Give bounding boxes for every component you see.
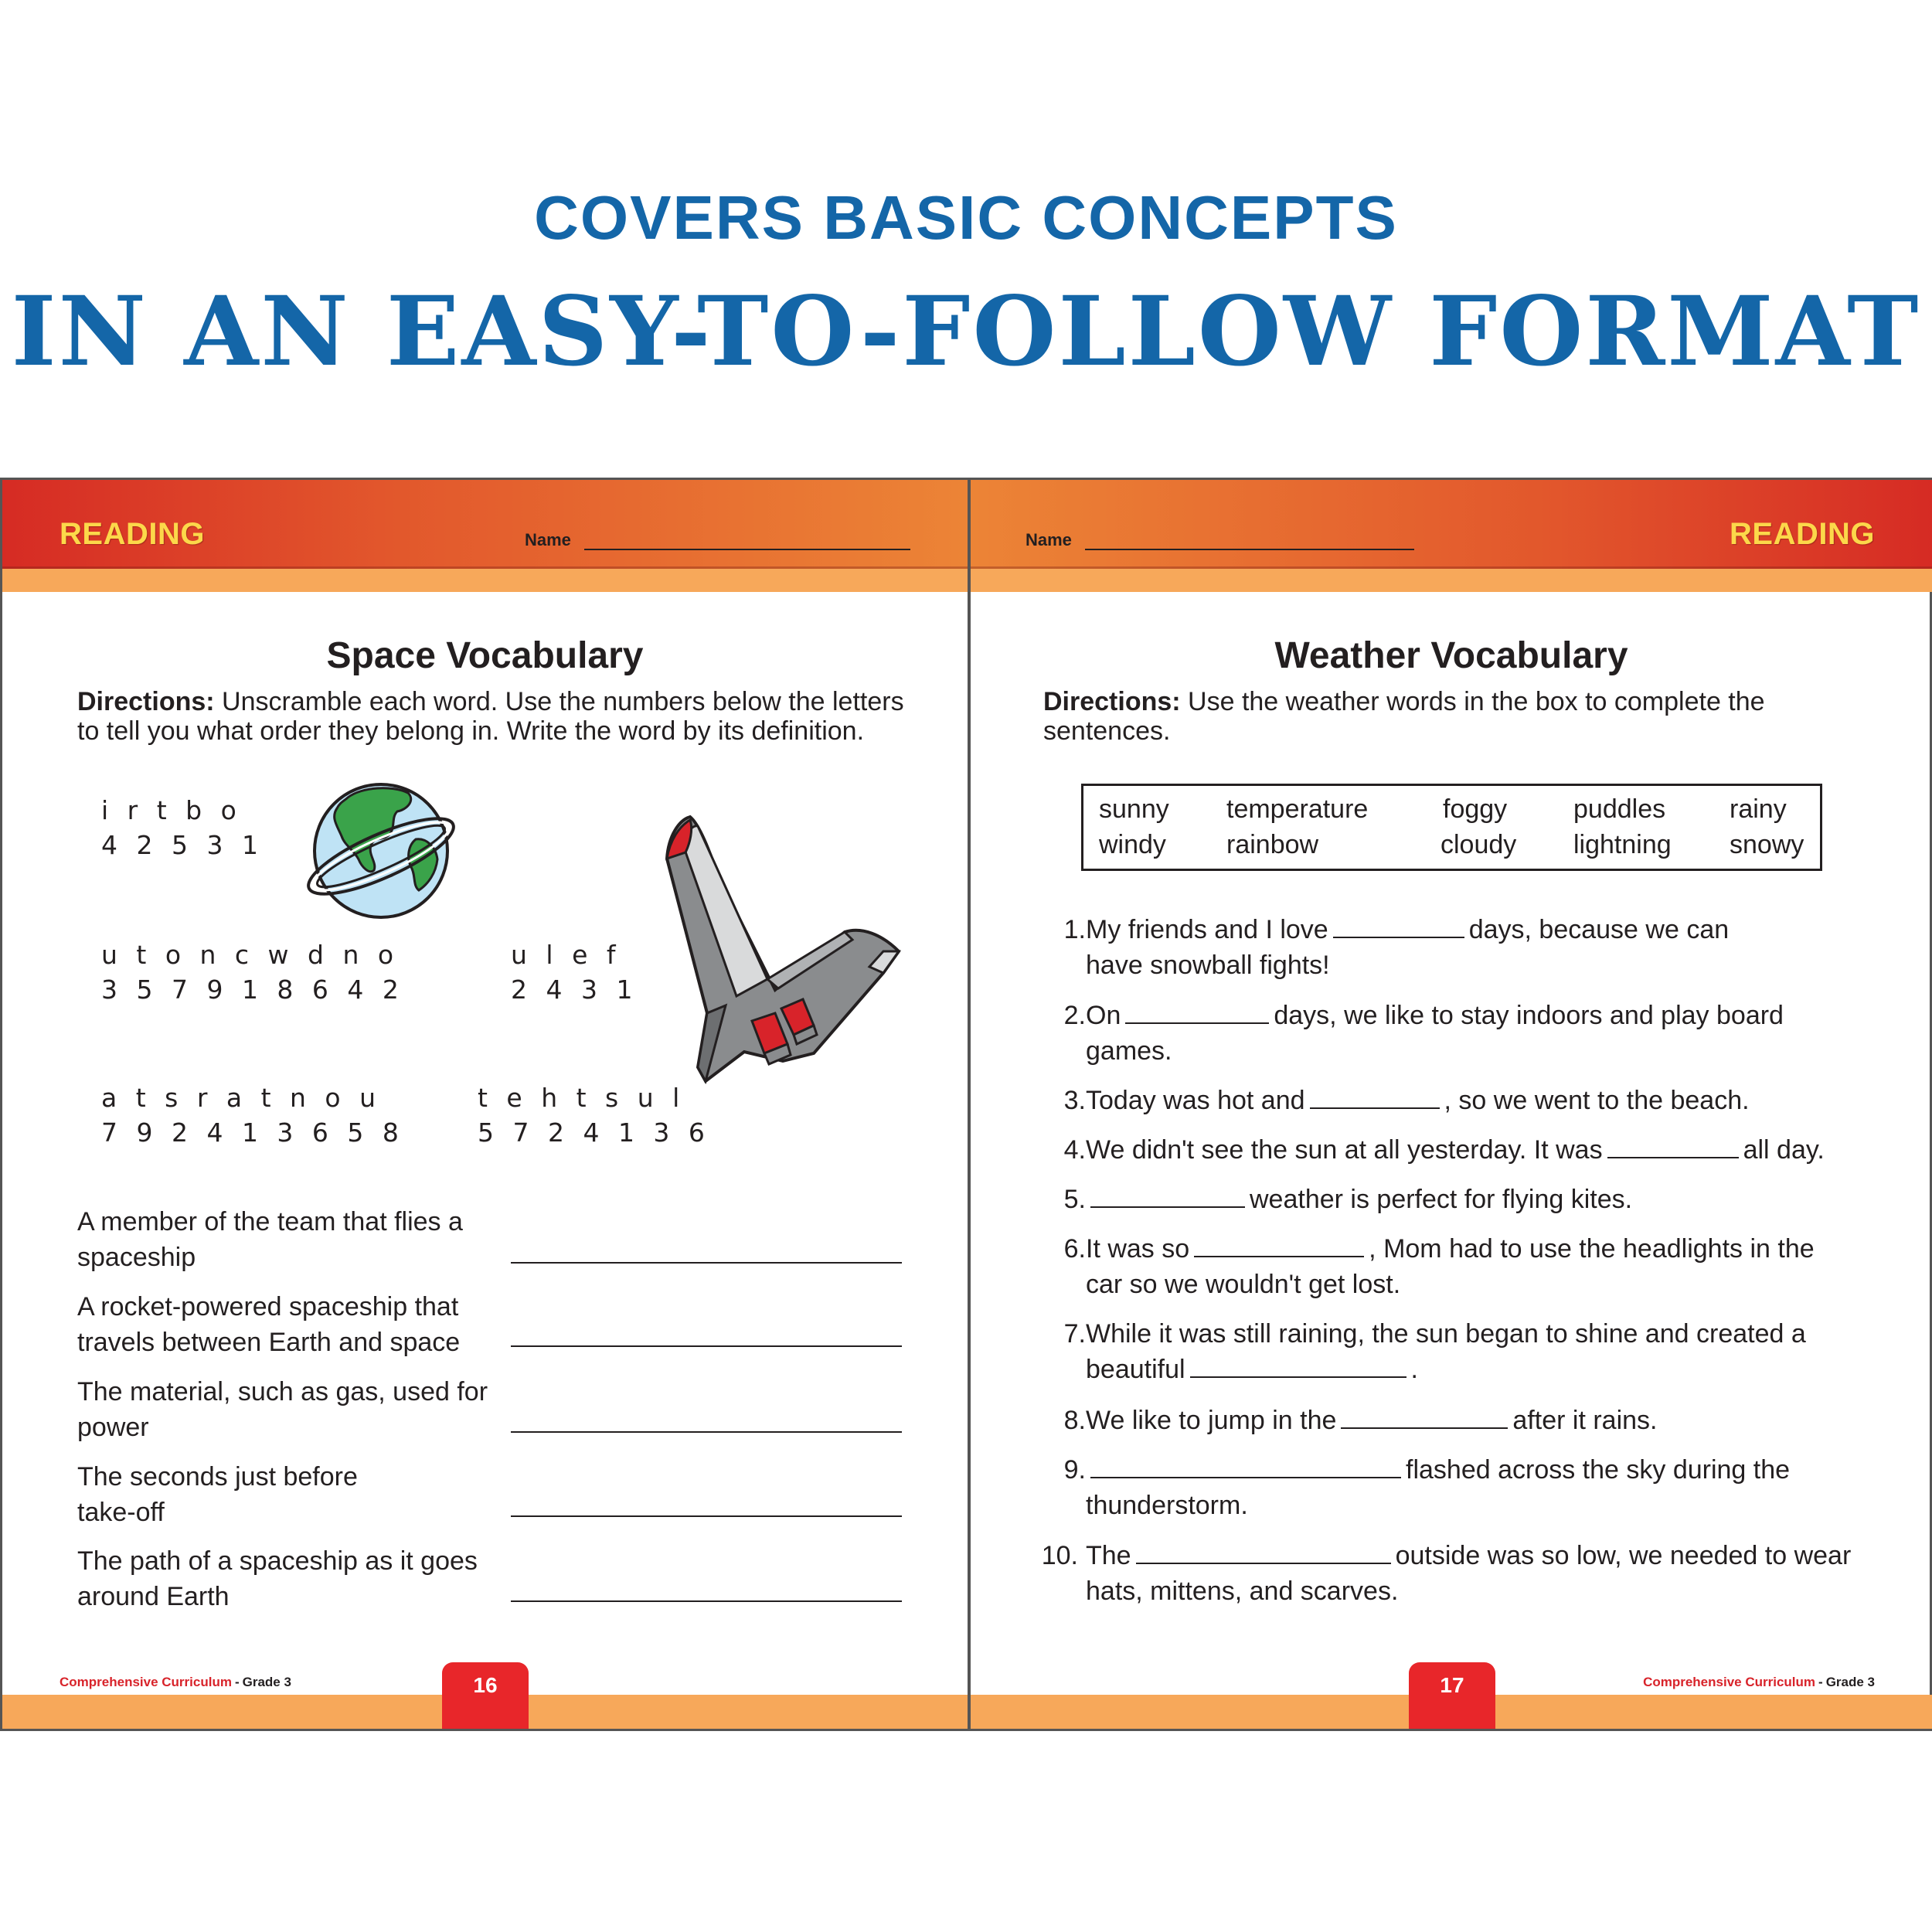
scramble-numbers: 3 5 7 9 1 8 6 4 2 [101, 975, 404, 1005]
question-text-before: We didn't see the sun at all yesterday. It was [1086, 1135, 1603, 1165]
word-bank-item: rainbow [1226, 830, 1319, 859]
answer-blank[interactable] [1607, 1132, 1739, 1158]
scramble-numbers: 4 2 5 3 1 [101, 830, 264, 860]
word-bank-item: sunny [1099, 794, 1169, 824]
definition-line: around Earth [77, 1582, 230, 1611]
definition-line: spaceship [77, 1243, 196, 1272]
question-number: 2. [1063, 1001, 1086, 1030]
name-label: Name [525, 530, 571, 549]
scramble-numbers: 2 4 3 1 [511, 975, 638, 1005]
directions-label: Directions: [77, 687, 215, 716]
question-number: 4. [1063, 1135, 1086, 1165]
answer-blank[interactable] [1125, 998, 1269, 1024]
question-number: 1. [1063, 915, 1086, 944]
question-number: 7. [1063, 1319, 1086, 1349]
space-shuttle-icon [651, 789, 914, 1098]
question-text-after: after it rains. [1512, 1406, 1658, 1435]
question-number: 6. [1063, 1234, 1086, 1264]
answer-blank[interactable] [1136, 1538, 1391, 1564]
definition-line: The seconds just before [77, 1462, 358, 1492]
question-item [1086, 1182, 1632, 1217]
footer-credit [60, 1675, 291, 1690]
scramble-letters: a t s r a t n o u [101, 1083, 382, 1113]
question-text-end: . [1410, 1355, 1418, 1384]
footer-credit [1643, 1675, 1875, 1690]
scramble-letters: u t o n c w d n o [101, 940, 400, 970]
answer-line[interactable] [511, 1431, 902, 1433]
question-number: 9. [1063, 1455, 1086, 1485]
question-item [1086, 1083, 1750, 1118]
directions-text: Use the weather words in the box to complete the sentences. [1043, 687, 1765, 746]
left-page [2, 480, 968, 1729]
word-bank-item: cloudy [1440, 830, 1517, 859]
question-text-continued: have snowball fights! [1086, 951, 1330, 980]
header-stripe [2, 569, 968, 592]
question-text-after: outside was so low, we needed to wear [1395, 1541, 1852, 1570]
scramble-word-2 [101, 937, 404, 1007]
scramble-numbers: 7 9 2 4 1 3 6 5 8 [101, 1117, 404, 1148]
question-text-continued: beautiful [1086, 1355, 1185, 1384]
word-bank-item: puddles [1573, 794, 1666, 824]
question-text-continued: thunderstorm. [1086, 1491, 1248, 1520]
footer-separator: - [1818, 1675, 1823, 1689]
question-text-before: Today was hot and [1086, 1086, 1305, 1115]
word-bank-item: temperature [1226, 794, 1369, 824]
definition-line: A member of the team that flies a [77, 1207, 463, 1236]
subject-label: READING [1730, 517, 1875, 551]
definition-line: take-off [77, 1498, 165, 1527]
directions [77, 687, 912, 746]
question-text-after: all day. [1743, 1135, 1825, 1165]
question-number: 5. [1063, 1185, 1086, 1214]
page-title: Weather Vocabulary [1274, 635, 1628, 676]
question-number: 3. [1063, 1086, 1086, 1115]
definition-line: The material, such as gas, used for [77, 1377, 488, 1406]
answer-blank[interactable] [1090, 1452, 1401, 1478]
question-text-after: , Mom had to use the headlights in the [1369, 1234, 1815, 1264]
question-item [1086, 1231, 1815, 1302]
footer-brand: Comprehensive Curriculum [60, 1675, 232, 1689]
question-text-before: The [1086, 1541, 1131, 1570]
answer-line[interactable] [511, 1600, 902, 1602]
question-text-after: days, we like to stay indoors and play board [1274, 1001, 1784, 1030]
right-page [971, 480, 1932, 1729]
question-item [1086, 1538, 1851, 1609]
headline-line-1: COVERS BASIC CONCEPTS [534, 183, 1398, 252]
definition-item [77, 1289, 526, 1360]
scramble-letters: u l e f [511, 940, 621, 970]
page-title: Space Vocabulary [326, 635, 644, 676]
definition-line: A rocket-powered spaceship that [77, 1292, 459, 1321]
answer-blank[interactable] [1194, 1231, 1364, 1257]
name-label: Name [1026, 530, 1072, 549]
definition-line: The path of a spaceship as it goes [77, 1546, 478, 1576]
question-text-after: days, because we can [1468, 915, 1730, 944]
question-item [1086, 912, 1729, 983]
question-text-before: My friends and I love [1086, 915, 1328, 944]
question-item [1086, 1316, 1806, 1387]
directions [1043, 687, 1878, 746]
question-text-continued: games. [1086, 1036, 1172, 1066]
page-number: 16 [442, 1662, 529, 1729]
word-bank-item: lightning [1573, 830, 1672, 859]
question-text-before: We like to jump in the [1086, 1406, 1337, 1435]
header-stripe [971, 569, 1932, 592]
name-field-line[interactable] [1085, 549, 1414, 550]
scramble-word-4 [101, 1080, 404, 1150]
scramble-numbers: 5 7 2 4 1 3 6 [478, 1117, 710, 1148]
question-number: 10. [1041, 1541, 1078, 1570]
scramble-letters: i r t b o [101, 795, 242, 825]
definition-item [77, 1374, 526, 1445]
word-bank-item: foggy [1443, 794, 1508, 824]
word-bank-box [1081, 784, 1822, 871]
word-bank-item: snowy [1730, 830, 1804, 859]
answer-blank[interactable] [1090, 1182, 1245, 1208]
question-text-before: While it was still raining, the sun began to shine and created a [1086, 1319, 1806, 1349]
question-item [1086, 1132, 1825, 1168]
footer-brand: Comprehensive Curriculum [1643, 1675, 1816, 1689]
subject-label: READING [60, 517, 205, 551]
question-number: 8. [1063, 1406, 1086, 1435]
word-bank-item: windy [1099, 830, 1166, 859]
answer-line[interactable] [511, 1262, 902, 1264]
footer-separator: - [234, 1675, 240, 1689]
question-text-continued: hats, mittens, and scarves. [1086, 1577, 1399, 1606]
answer-blank[interactable] [1190, 1352, 1406, 1378]
answer-line[interactable] [511, 1515, 902, 1517]
directions-label: Directions: [1043, 687, 1181, 716]
workbook-spread [0, 478, 1932, 1731]
question-item [1086, 1403, 1658, 1438]
definition-item [77, 1543, 526, 1614]
question-text-after: , so we went to the beach. [1444, 1086, 1750, 1115]
question-item [1086, 1452, 1790, 1523]
definition-line: travels between Earth and space [77, 1328, 461, 1357]
question-text-continued: car so we wouldn't get lost. [1086, 1270, 1401, 1299]
name-field-line[interactable] [584, 549, 910, 550]
answer-blank[interactable] [1333, 912, 1464, 938]
question-item [1086, 998, 1784, 1069]
scramble-word-1 [101, 793, 264, 862]
definition-line: power [77, 1413, 149, 1442]
definition-item [77, 1204, 526, 1275]
scramble-word-3 [511, 937, 638, 1007]
answer-blank[interactable] [1341, 1403, 1508, 1429]
footer-grade: Grade 3 [1825, 1675, 1875, 1689]
definition-item [77, 1459, 526, 1530]
footer-grade: Grade 3 [242, 1675, 291, 1689]
question-text-after: weather is perfect for flying kites. [1250, 1185, 1633, 1214]
question-text-after: flashed across the sky during the [1406, 1455, 1791, 1485]
question-text-before: On [1086, 1001, 1121, 1030]
page-number: 17 [1409, 1662, 1495, 1729]
word-bank-item: rainy [1730, 794, 1787, 824]
answer-blank[interactable] [1310, 1083, 1440, 1109]
globe-icon [300, 770, 462, 924]
headline-line-2: IN AN EASY-TO-FOLLOW FORMAT [11, 276, 1921, 388]
scramble-letters: t e h t s u l [478, 1083, 685, 1113]
answer-line[interactable] [511, 1345, 902, 1347]
directions-text: Unscramble each word. Use the numbers below the letters to tell you what order they belong in. Write the word by its definition. [77, 687, 904, 746]
question-text-before: It was so [1086, 1234, 1190, 1264]
